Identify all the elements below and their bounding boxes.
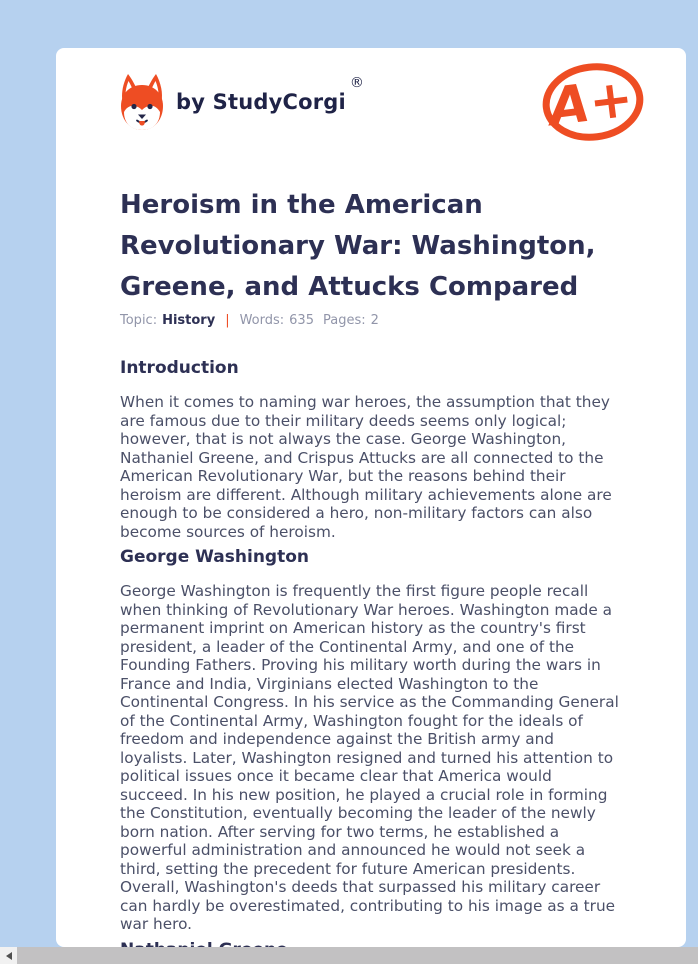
section-heading-george-washington: George Washington [120,547,310,567]
scrollbar-thumb[interactable] [17,947,698,964]
section-paragraph-george-washington: George Washington is frequently the first figure people recall when thinking of Revolutionary War heroes. Washington made a permanent imprint on American history as the country's first president, a leader of the Continental Army, and one of the Founding Fathers. Proving his military worth during the wars in France and India, Virginians elected Washington to the Continental Congress. In his service as the Commanding General of the Continental Army, Washington fought for the ideals of freedom and independence against the British army and loyalists. Later, Washington resigned and turned his attention to political issues once it became clear that America would succeed. In his new position, he played a crucial role in forming the Constitution, eventually becoming the leader of the newly born nation. After serving for two terms, he established a powerful administration and announced he would not seek a third, setting the precedent for future American presidents. Overall, Washington's deeds that surpassed his military career can hardly be overestimated, contributing to his image as a true war hero. [120,582,619,933]
pages-label: Pages: [322,313,366,328]
page-title: Heroism in the American Revolutionary War: Washington, Greene, and Attucks Compared [120,190,596,302]
pages-value: 2 [370,313,379,328]
registered-trademark: ® [349,75,364,91]
section-heading-introduction: Introduction [120,358,239,378]
horizontal-scrollbar[interactable] [0,947,698,964]
topic-label: Topic: [120,313,158,328]
header [120,68,637,185]
scrollbar-left-arrow-button[interactable] [0,947,17,964]
left-arrow-icon [6,952,12,960]
words-label: Words: [239,313,285,328]
corgi-logo-icon [120,73,164,131]
section-paragraph-introduction: When it comes to naming war heroes, the assumption that they are famous due to their military deeds seems only logical; however, that is not always the case. George Washington, Nathaniel Greene, and Crispus Attucks are all connected to the American Revolutionary War, but the reasons behind their heroism are different. Although military achievements alone are enough to be considered a hero, non-military factors can also become sources of heroism. [120,393,612,541]
grade-text: A+ [545,68,637,139]
words-value: 635 [289,313,314,328]
essay-card [56,48,686,947]
essay-body [120,358,622,961]
meta-divider: | [225,313,230,328]
meta-row [120,312,622,330]
brand-text: by StudyCorgi [176,90,346,114]
topic-link[interactable]: History [162,313,216,328]
a-plus-stamp-icon [540,58,646,145]
